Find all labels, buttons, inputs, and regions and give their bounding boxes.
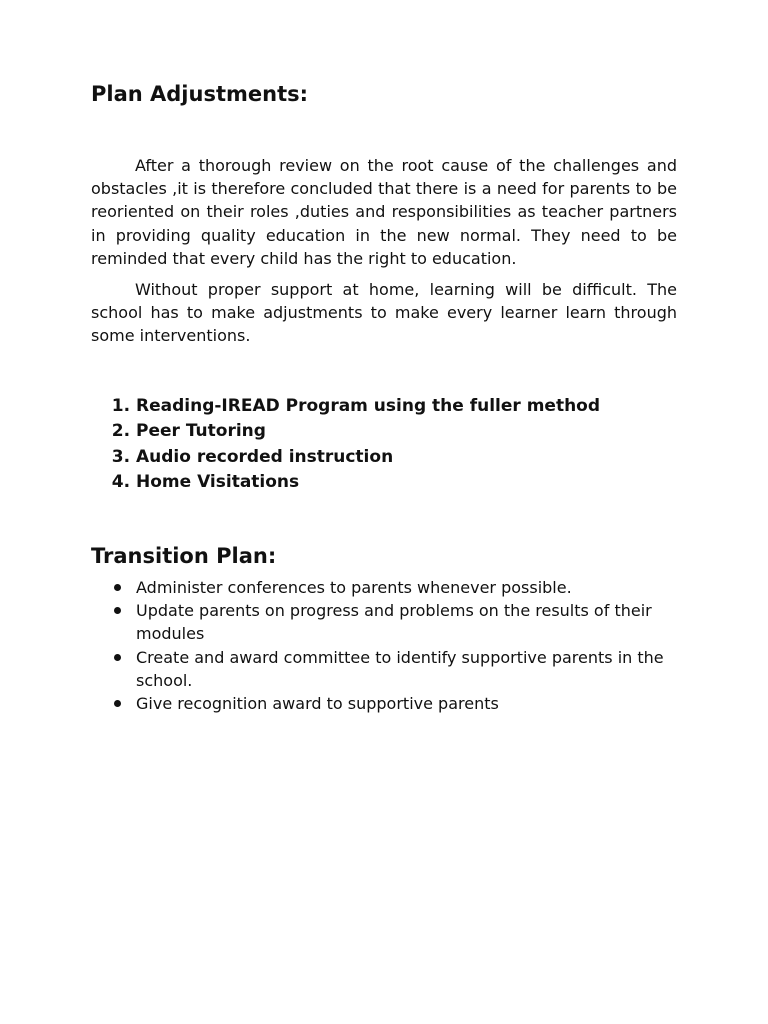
paragraph-root-cause: After a thorough review on the root cause of the challenges and obstacles ,it is therefore concluded that there is a need for parents to be reoriented on their roles ,duties and responsibilities as teacher partners in providing quality education in the new normal. They need to be reminded that every child has the right to education.: [91, 156, 677, 268]
transition-plan-heading: Transition Plan:: [91, 544, 277, 568]
transition-plan-list: [91, 576, 677, 715]
adjustment-item: 2. Peer Tutoring: [136, 419, 677, 445]
adjustment-item: 1. Reading-IREAD Program using the fuller method: [136, 394, 677, 420]
transition-item: Administer conferences to parents whenever possible.: [136, 576, 677, 599]
document-content: [91, 78, 677, 715]
plan-adjustments-heading: Plan Adjustments:: [91, 82, 309, 106]
paragraph-support-at-home: Without proper support at home, learning will be difficult. The school has to make adjustments to make every learner learn through some interventions.: [91, 280, 677, 346]
transition-item: Create and award committee to identify supportive parents in the school.: [136, 646, 677, 692]
transition-item: Update parents on progress and problems on the results of their modules: [136, 599, 677, 645]
adjustment-item: 3. Audio recorded instruction: [136, 445, 677, 471]
adjustments-list: [91, 394, 677, 496]
transition-item: Give recognition award to supportive parents: [136, 692, 677, 715]
adjustment-item: 4. Home Visitations: [136, 470, 677, 496]
